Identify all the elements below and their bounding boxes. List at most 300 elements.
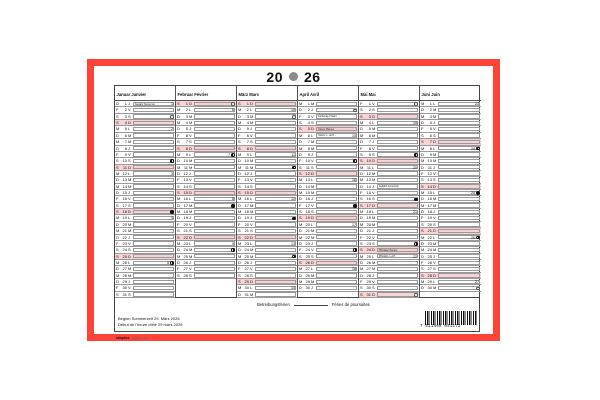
weekday-fr: S <box>128 113 131 119</box>
weekday-fr: D <box>189 190 192 196</box>
weekday-de: F <box>238 266 241 272</box>
weekday-de: M <box>116 170 120 176</box>
day-number: 17 <box>183 202 188 208</box>
weekday-de: D <box>421 151 424 157</box>
weekday-de: S <box>116 113 119 119</box>
note-cell <box>194 127 235 131</box>
weekday-de: F <box>177 266 180 272</box>
weekday-de: M <box>421 234 425 240</box>
day-number: 21 <box>183 228 188 234</box>
note-cell <box>255 254 296 258</box>
weekday-fr: J <box>433 209 435 215</box>
note-cell <box>316 261 357 265</box>
weekday-de: S <box>238 272 241 278</box>
weekday-de: M <box>421 279 425 285</box>
day-number: 25 <box>305 253 310 259</box>
weekday-fr: L <box>189 107 192 113</box>
day-number: 22 <box>183 234 188 240</box>
note-cell <box>255 261 296 265</box>
brand-code: 40321-40 <box>132 336 148 340</box>
weekday-de: S <box>116 291 119 297</box>
weekday-de: S <box>177 183 180 189</box>
weekday-de: S <box>116 247 119 253</box>
weekday-fr: L <box>189 240 192 246</box>
day-number: 14 <box>366 183 371 189</box>
weekday-de: D <box>238 113 241 119</box>
note-cell <box>255 152 296 156</box>
note-cell <box>133 114 174 118</box>
note-cell <box>133 229 174 233</box>
note-cell <box>316 248 357 252</box>
weekday-fr: M <box>372 266 376 272</box>
weekday-de: M <box>299 132 303 138</box>
note-cell <box>255 286 296 290</box>
weekday-fr: D <box>372 247 375 253</box>
weekday-de: S <box>177 272 180 278</box>
weekday-fr: M <box>311 139 315 145</box>
weekday-de: D <box>360 170 363 176</box>
weekday-de: D <box>360 215 363 221</box>
weekday-fr: V <box>189 221 192 227</box>
day-number: 15 <box>122 190 127 196</box>
weekday-fr: S <box>372 285 375 291</box>
weekday-de: M <box>360 120 364 126</box>
weekday-fr: M <box>433 107 437 113</box>
note-cell <box>377 203 418 207</box>
note-cell <box>438 121 480 125</box>
year-right: 26 <box>304 69 321 85</box>
weekday-fr: J <box>128 101 130 106</box>
day-number: 6 <box>307 132 310 138</box>
weekday-fr: S <box>372 151 375 157</box>
weekday-fr: S <box>128 291 131 297</box>
weekday-de: M <box>299 190 303 196</box>
week-number: 20 <box>413 165 417 170</box>
weekday-fr: L <box>189 151 192 157</box>
note-cell <box>438 241 480 245</box>
note-cell: Ostern. L. de P. <box>316 133 357 137</box>
day-number: 9 <box>185 151 188 157</box>
month-column <box>115 86 176 297</box>
weekday-fr: L <box>128 260 131 265</box>
note-cell <box>377 102 418 106</box>
weekday-de: S <box>421 132 424 138</box>
weekday-fr: D <box>433 272 436 278</box>
day-number: 15 <box>244 190 249 196</box>
note-cell <box>194 273 235 277</box>
day-number: 1 <box>307 101 310 106</box>
day-number: 15 <box>427 190 432 196</box>
note-cell <box>133 146 174 150</box>
weekday-fr: L <box>311 221 314 227</box>
day-number: 10 <box>366 158 371 164</box>
weekday-de: F <box>360 145 363 151</box>
weekday-fr: M <box>372 215 376 221</box>
note-cell <box>194 210 235 214</box>
weekday-fr: S <box>433 132 436 138</box>
day-row <box>420 285 481 291</box>
weekday-fr: J <box>372 228 374 234</box>
weekday-de: S <box>421 177 424 183</box>
weekday-fr: V <box>311 113 314 119</box>
day-number: 12 <box>305 170 310 176</box>
note-cell <box>194 178 235 182</box>
note-cell <box>316 184 357 188</box>
note-cell <box>255 222 296 226</box>
week-number: 2 <box>171 127 173 132</box>
note-cell <box>255 216 296 220</box>
day-number: 23 <box>122 240 127 246</box>
weekday-de: M <box>360 209 364 215</box>
note-cell <box>377 121 418 125</box>
weekday-fr: S <box>128 202 131 208</box>
weekday-de: D <box>177 260 180 265</box>
weekday-de: D <box>299 240 302 246</box>
note-cell <box>133 165 174 169</box>
weekday-de: D <box>299 183 302 189</box>
day-number: 10 <box>244 158 249 164</box>
day-number: 11 <box>122 164 127 170</box>
weekday-de: F <box>238 132 241 138</box>
weekday-de: S <box>116 202 119 208</box>
day-number: 23 <box>427 240 432 246</box>
weekday-de: D <box>421 107 424 113</box>
note-cell <box>377 261 418 265</box>
month-header: Januar Janvier <box>115 86 175 101</box>
weekday-de: F <box>116 107 119 113</box>
day-number: 24 <box>244 247 249 253</box>
weekday-fr: J <box>433 253 435 259</box>
weekday-fr: D <box>189 101 192 106</box>
note-cell <box>133 184 174 188</box>
weekday-de: M <box>299 101 303 106</box>
day-number: 25 <box>366 253 371 259</box>
note-cell <box>133 197 174 201</box>
weekday-de: M <box>177 253 181 259</box>
day-number: 28 <box>244 272 249 278</box>
day-number: 24 <box>183 247 188 253</box>
week-number: 13 <box>291 241 295 246</box>
weekday-de: D <box>360 126 363 132</box>
note-cell <box>377 280 418 284</box>
day-number: 29 <box>305 279 310 285</box>
day-number: 3 <box>307 113 310 119</box>
weekday-fr: M <box>372 126 376 132</box>
weekday-fr: V <box>372 101 375 106</box>
dst-note-fr: Début de l'heure d'été 29 mars 2026 <box>118 322 183 327</box>
day-number: 13 <box>305 177 310 183</box>
day-number: 20 <box>366 221 371 227</box>
weekday-fr: S <box>189 183 192 189</box>
day-number: 11 <box>366 164 371 170</box>
weekday-fr: L <box>250 151 253 157</box>
week-number: 7 <box>228 152 230 157</box>
day-number: 16 <box>244 196 249 202</box>
day-number: 26 <box>427 260 432 265</box>
weekday-de: S <box>238 139 241 145</box>
weekday-fr: M <box>128 221 132 227</box>
weekday-fr: D <box>250 234 253 240</box>
weekday-de: M <box>421 247 425 253</box>
weekday-de: D <box>116 234 119 240</box>
weekday-de: M <box>177 196 181 202</box>
weekday-fr: S <box>311 209 314 215</box>
day-number: 22 <box>244 234 249 240</box>
weekday-fr: V <box>128 196 131 202</box>
weekday-de: D <box>238 291 241 297</box>
weekday-de: M <box>177 240 181 246</box>
day-number: 7 <box>246 139 249 145</box>
note-cell <box>194 222 235 226</box>
weekday-fr: L <box>433 234 436 240</box>
note-cell <box>438 267 480 271</box>
last-quarter-moon-icon <box>414 153 418 157</box>
weekday-de: F <box>299 247 302 253</box>
weekday-fr: M <box>250 164 254 170</box>
weekday-de: S <box>238 190 241 196</box>
day-number: 9 <box>246 151 249 157</box>
week-number: 9 <box>232 241 234 246</box>
weekday-fr: D <box>189 234 192 240</box>
day-number: 17 <box>427 202 432 208</box>
weekday-fr: L <box>433 279 436 285</box>
weekday-fr: J <box>311 151 313 157</box>
calendar-sheet <box>94 66 493 340</box>
note-cell <box>316 273 357 277</box>
note-cell <box>316 235 357 239</box>
day-number: 1 <box>246 101 249 106</box>
day-number: 8 <box>246 145 249 151</box>
weekday-fr: M <box>250 120 254 126</box>
weekday-de: D <box>421 164 424 170</box>
note-cell <box>377 191 418 195</box>
weekday-fr: S <box>372 240 375 246</box>
weekday-fr: J <box>189 126 191 132</box>
weekday-fr: L <box>189 196 192 202</box>
note-cell <box>438 273 480 277</box>
month-header: Mai Mai <box>359 86 419 101</box>
day-number: 3 <box>368 113 371 119</box>
day-number: 6 <box>185 132 188 138</box>
weekday-de: D <box>177 202 180 208</box>
day-number: 23 <box>305 240 310 246</box>
weekday-fr: D <box>311 170 314 176</box>
note-cell <box>194 133 235 137</box>
weekday-fr: J <box>311 107 313 113</box>
weekday-de: M <box>177 151 181 157</box>
month-header: März Mars <box>237 86 297 101</box>
day-number: 5 <box>307 126 310 132</box>
note-cell <box>133 254 174 258</box>
day-number: 27 <box>427 266 432 272</box>
weekday-fr: M <box>433 151 437 157</box>
day-number: 18 <box>305 209 310 215</box>
weekday-de: M <box>238 209 242 215</box>
weekday-de: S <box>177 139 180 145</box>
note-cell <box>316 267 357 271</box>
weekday-fr: M <box>250 113 254 119</box>
weekday-de: S <box>360 247 363 253</box>
weekday-fr: D <box>250 279 253 285</box>
day-number: 16 <box>427 196 432 202</box>
weekday-fr: V <box>311 247 314 253</box>
note-cell <box>133 171 174 175</box>
new-moon-icon <box>476 191 480 195</box>
weekday-fr: L <box>128 170 131 176</box>
note-cell <box>438 229 480 233</box>
weekday-de: D <box>238 260 241 265</box>
day-number: 1 <box>429 101 432 106</box>
weekday-fr: M <box>433 113 437 119</box>
weekday-de: S <box>299 215 302 221</box>
note-cell <box>438 171 480 175</box>
weekday-de: S <box>299 209 302 215</box>
first-quarter-moon-icon <box>292 255 296 259</box>
weekday-de: F <box>116 285 119 291</box>
note-cell <box>133 267 174 271</box>
day-number: 3 <box>429 113 432 119</box>
note-cell <box>255 178 296 182</box>
note-cell <box>316 121 357 125</box>
weekday-fr: M <box>250 158 254 164</box>
weekday-de: S <box>238 101 241 106</box>
weekday-fr: M <box>311 190 315 196</box>
weekday-fr: D <box>311 260 314 265</box>
note-cell <box>377 178 418 182</box>
weekday-fr: M <box>128 139 132 145</box>
new-moon-icon <box>231 204 235 208</box>
weekday-fr: S <box>311 164 314 170</box>
full-moon-icon <box>170 115 174 119</box>
note-cell <box>133 280 174 284</box>
weekday-de: D <box>177 126 180 132</box>
day-number: 16 <box>122 196 127 202</box>
day-number: 8 <box>429 145 432 151</box>
note-cell <box>255 108 296 112</box>
weekday-de: F <box>421 215 424 221</box>
full-moon-icon <box>231 102 235 106</box>
weekday-fr: J <box>311 196 313 202</box>
weekday-fr: S <box>372 196 375 202</box>
weekday-de: S <box>421 266 424 272</box>
last-quarter-moon-icon <box>231 153 235 157</box>
legend-area <box>114 298 480 332</box>
weekday-de: M <box>360 266 364 272</box>
weekday-fr: J <box>128 190 130 196</box>
weekday-fr: L <box>311 132 314 138</box>
weekday-fr: M <box>433 202 437 208</box>
note-cell <box>377 286 418 290</box>
note-cell <box>438 248 480 252</box>
day-number: 27 <box>366 266 371 272</box>
note-cell <box>133 152 174 156</box>
week-number: 15 <box>352 133 356 138</box>
day-number: 19 <box>244 215 249 221</box>
weekday-fr: S <box>433 266 436 272</box>
note-cell <box>377 222 418 226</box>
week-number: 8 <box>232 197 234 202</box>
weekday-de: M <box>360 164 364 170</box>
note-cell <box>255 235 296 239</box>
day-number: 29 <box>244 279 249 285</box>
note-cell <box>316 280 357 284</box>
weekday-de: M <box>238 120 242 126</box>
weekday-de: S <box>299 120 302 126</box>
day-number: 4 <box>429 120 432 126</box>
month-column <box>298 86 359 297</box>
full-moon-icon <box>476 287 480 291</box>
weekday-fr: M <box>250 247 254 253</box>
day-number: 21 <box>244 228 249 234</box>
day-number: 14 <box>122 183 127 189</box>
note-cell <box>133 108 174 112</box>
note-cell <box>316 222 357 226</box>
weekday-de: D <box>360 183 363 189</box>
note-cell <box>194 102 235 106</box>
weekday-de: S <box>116 209 119 215</box>
day-number: 11 <box>244 164 249 170</box>
day-number: 27 <box>122 266 127 272</box>
first-quarter-moon-icon <box>414 242 418 246</box>
weekday-fr: V <box>250 132 253 138</box>
note-cell <box>438 280 480 284</box>
day-number: 4 <box>307 120 310 126</box>
weekday-fr: J <box>250 170 252 176</box>
note-cell <box>194 235 235 239</box>
day-number: 13 <box>183 177 188 183</box>
month-column <box>237 86 298 297</box>
weekday-de: D <box>421 120 424 126</box>
weekday-de: M <box>116 215 120 221</box>
weekday-de: D <box>360 260 363 265</box>
note-cell <box>133 121 174 125</box>
weekday-fr: D <box>250 101 253 106</box>
weekday-de: S <box>177 228 180 234</box>
new-moon-icon <box>353 204 357 208</box>
day-number: 30 <box>122 285 127 291</box>
weekday-de: S <box>177 101 180 106</box>
weekday-fr: M <box>189 247 193 253</box>
day-number: 15 <box>183 190 188 196</box>
day-number: 8 <box>368 145 371 151</box>
note-cell <box>255 229 296 233</box>
weekday-de: D <box>421 196 424 202</box>
new-moon-icon <box>170 210 174 214</box>
note-cell <box>133 292 174 296</box>
note-cell <box>194 108 235 112</box>
first-quarter-moon-icon <box>231 248 235 252</box>
day-number: 19 <box>183 215 188 221</box>
weekday-de: F <box>299 158 302 164</box>
day-number: 13 <box>244 177 249 183</box>
weekday-de: M <box>177 120 181 126</box>
note-cell: Ostern Pâques <box>316 127 357 131</box>
weekday-de: D <box>299 285 302 291</box>
weekday-de: S <box>116 158 119 164</box>
weekday-de: S <box>360 158 363 164</box>
note-cell <box>438 254 480 258</box>
day-number: 15 <box>305 190 310 196</box>
weekday-de: F <box>421 170 424 176</box>
day-number: 5 <box>429 126 432 132</box>
weekday-de: F <box>177 177 180 183</box>
note-cell <box>255 184 296 188</box>
day-row <box>298 285 358 291</box>
weekday-de: S <box>421 221 424 227</box>
day-number: 17 <box>122 202 127 208</box>
day-number: 21 <box>122 228 127 234</box>
day-number: 31 <box>244 291 249 297</box>
